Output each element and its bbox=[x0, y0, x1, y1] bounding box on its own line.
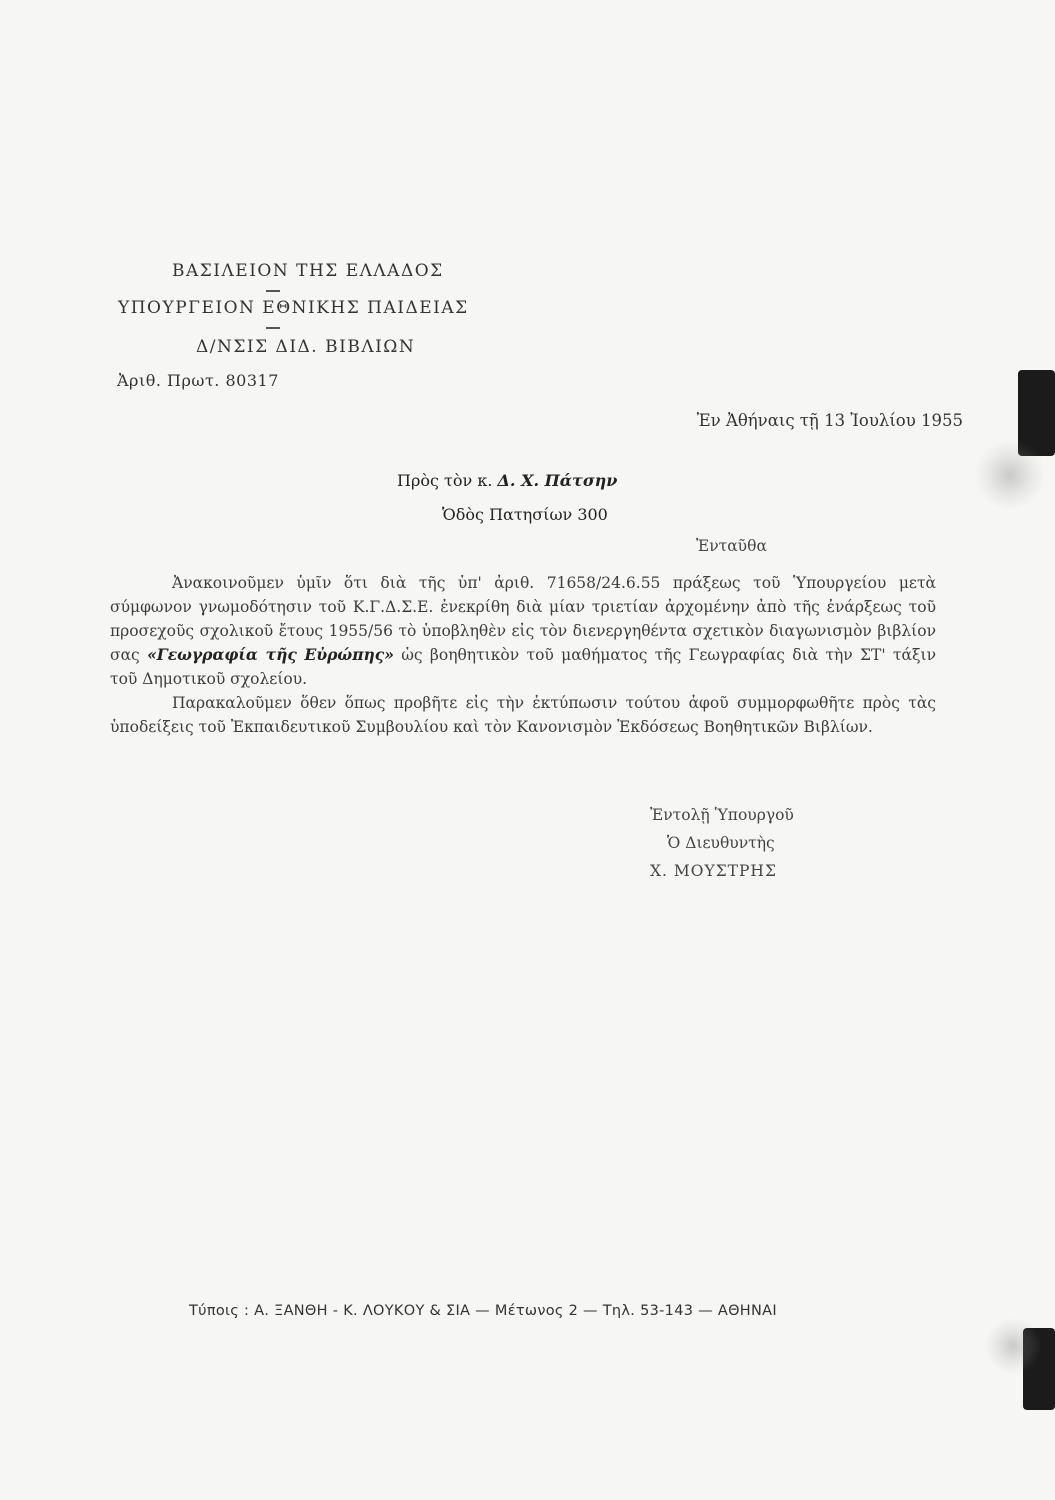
kingdom-heading: ΒΑΣΙΛΕΙΟΝ ΤΗΣ ΕΛΛΑΔΟΣ bbox=[172, 261, 444, 281]
recipient-street: Ὁδὸς Πατησίων 300 bbox=[442, 505, 608, 524]
protocol-number: Ἀριθ. Πρωτ. 80317 bbox=[117, 371, 279, 390]
printer-footer: Τύποις : Α. ΞΑΝΘΗ - Κ. ΛΟΥΚΟΥ & ΣΙΑ — Μέτωνος 2 — Τηλ. 53-143 — ΑΘΗΝΑΙ bbox=[189, 1303, 777, 1319]
recipient-line bbox=[397, 471, 617, 490]
paragraph-1-text-end: ὡς βοηθητικὸν τοῦ μαθήματος τῆς Γεωγραφίας διὰ τὴν ΣΤ' τάξιν τοῦ Δημοτικοῦ σχολείου. bbox=[110, 646, 936, 689]
letter-body bbox=[110, 572, 936, 740]
stain-smudge bbox=[975, 440, 1045, 510]
recipient-place: Ἐνταῦθα bbox=[696, 537, 767, 555]
letter-date: Ἐν Ἀθήναις τῇ 13 Ἰουλίου 1955 bbox=[696, 411, 963, 430]
signature-line-2: Ὁ Διευθυντὴς bbox=[667, 834, 775, 852]
ministry-heading: ΥΠΟΥΡΓΕΙΟΝ ΕΘΝΙΚΗΣ ΠΑΙΔΕΙΑΣ bbox=[118, 298, 469, 318]
signature-name: Χ. ΜΟΥΣΤΡΗΣ bbox=[650, 862, 777, 880]
paragraph-1-text: Ἀνακοινοῦμεν ὑμῖν ὅτι διὰ τῆς ὑπ' ἀριθ. 71658/24.6.55 πράξεως τοῦ Ὑπουργείου μετὰ σύμφωνον γνωμοδότησιν τοῦ Κ.Γ.Δ.Σ.Ε. ἐνεκρίθη διὰ μίαν τριετίαν ἀρχομένην ἀπὸ τῆς ἐνάρξεως τοῦ προσεχοῦς σχολικοῦ ἔτους 1955/56 τὸ ὑποβληθὲν εἰς τὸν διενεργηθέντα σχετικὸν διαγωνισμὸν βιβλίον σας bbox=[110, 574, 936, 665]
stain-smudge bbox=[985, 1318, 1041, 1374]
separator-dash bbox=[266, 327, 280, 329]
book-title: «Γεωγραφία τῆς Εὐρώπης» bbox=[147, 645, 394, 665]
directorate-heading: Δ/ΝΣΙΣ ΔΙΔ. ΒΙΒΛΙΩΝ bbox=[196, 337, 416, 357]
body-paragraph-1 bbox=[110, 572, 936, 692]
separator-dash bbox=[266, 290, 280, 292]
recipient-name: Δ. Χ. Πάτσην bbox=[497, 471, 618, 490]
recipient-prefix: Πρὸς τὸν κ. bbox=[397, 471, 493, 490]
body-paragraph-2: Παρακαλοῦμεν ὅθεν ὅπως προβῆτε εἰς τὴν ἐκτύπωσιν τούτου ἀφοῦ συμμορφωθῆτε πρὸς τὰς ὑποδείξεις τοῦ Ἐκπαιδευτικοῦ Συμβουλίου καὶ τὸν Κανονισμὸν Ἐκδόσεως Βοηθητικῶν Βιβλίων. bbox=[110, 693, 936, 736]
signature-line-1: Ἐντολῇ Ὑπουργοῦ bbox=[650, 806, 794, 824]
